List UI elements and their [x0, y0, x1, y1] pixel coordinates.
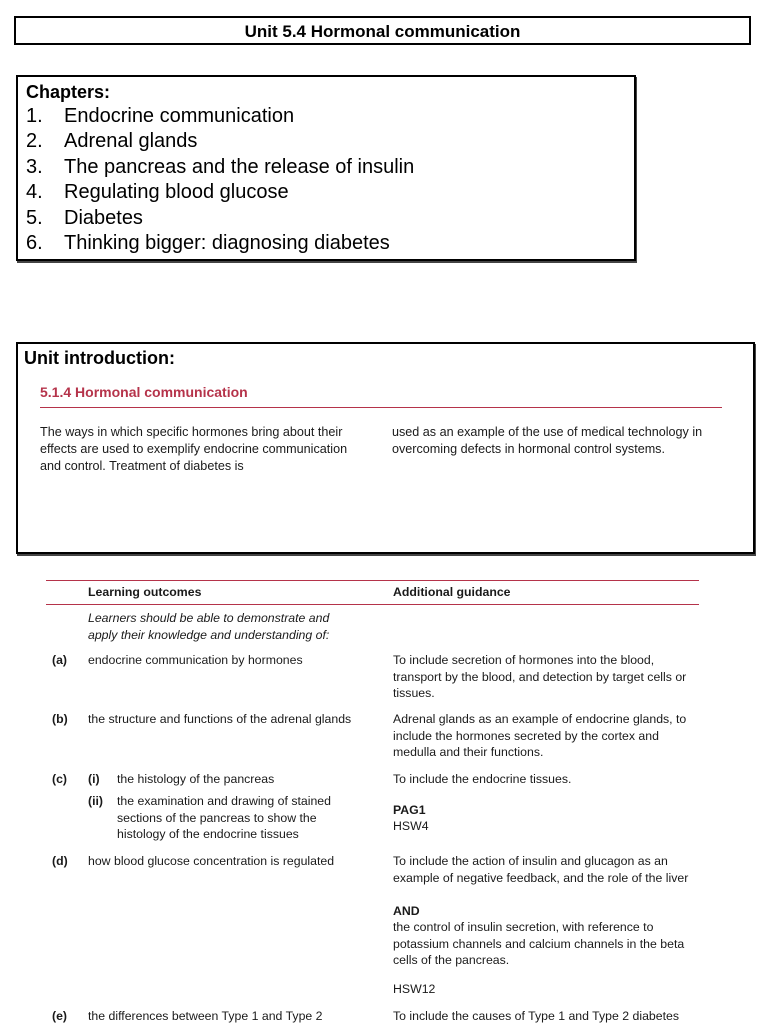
guidance-e: To include the causes of Type 1 and Type 2 diabetes [393, 1009, 679, 1023]
row-label-b: (b) [52, 712, 68, 726]
row-label-d: (d) [52, 854, 68, 868]
hsw-code-d: HSW12 [393, 982, 436, 996]
column-header-outcomes: Learning outcomes [88, 585, 202, 599]
chapter-item [26, 206, 626, 231]
sub-label-c-ii: (ii) [88, 794, 104, 808]
outcome-c-i: the histology of the pancreas [117, 772, 275, 786]
intro-text-column-1: The ways in which specific hormones bring about their effects are used to exemplify endocrine communication and control. Treatment of diabetes is [40, 425, 348, 473]
hsw-code-c: HSW4 [393, 819, 429, 833]
guidance-b: Adrenal glands as an example of endocrine glands, to include the hormones secreted by the cortex and medulla and their functions. [393, 712, 687, 760]
outcome-d: how blood glucose concentration is regulated [88, 854, 335, 868]
row-label-e: (e) [52, 1009, 68, 1023]
guidance-d-and: AND [393, 904, 420, 918]
chapter-label: Adrenal glands [64, 130, 198, 153]
intro-text-column-2: used as an example of the use of medical technology in overcoming defects in hormonal control systems. [392, 425, 703, 456]
guidance-d-part2: the control of insulin secretion, with reference to potassium channels and calcium channels in the beta cells of the pancreas. [393, 920, 685, 968]
table-top-rule [46, 580, 699, 581]
chapter-label: Endocrine communication [64, 105, 295, 127]
chapters-box [16, 75, 636, 261]
guidance-a: To include secretion of hormones into the blood, transport by the blood, and detection by target cells or tissues. [393, 653, 687, 701]
outcomes-intro-line: Learners should be able to demonstrate and apply their knowledge and understanding of: [88, 611, 330, 642]
chapter-item [26, 155, 626, 180]
chapter-number: 1. [26, 105, 43, 127]
chapter-item [26, 231, 626, 256]
chapter-number: 5. [26, 206, 43, 229]
chapter-label: Regulating blood glucose [64, 181, 289, 204]
chapter-item [26, 129, 626, 154]
chapter-number: 2. [26, 130, 43, 153]
outcome-e: the differences between Type 1 and Type 2 [88, 1009, 323, 1023]
chapter-number: 3. [26, 155, 43, 178]
row-label-a: (a) [52, 653, 68, 667]
pag-code: PAG1 [393, 803, 426, 817]
chapter-label: The pancreas and the release of insulin [64, 155, 415, 178]
table-header-rule [46, 604, 699, 605]
guidance-d-part1: To include the action of insulin and glucagon as an example of negative feedback, and the role of the liver [393, 854, 689, 885]
guidance-c-i: To include the endocrine tissues. [393, 772, 572, 786]
spec-divider [40, 407, 722, 408]
chapter-label: Thinking bigger: diagnosing diabetes [64, 232, 390, 255]
chapters-heading: Chapters: [26, 82, 111, 102]
intro-heading: Unit introduction: [24, 348, 175, 368]
page-title: Unit 5.4 Hormonal communication [14, 16, 751, 45]
outcome-a: endocrine communication by hormones [88, 653, 303, 667]
outcome-c-ii: the examination and drawing of stained sections of the pancreas to show the histology of the endocrine tissues [117, 794, 331, 842]
outcome-b: the structure and functions of the adrenal glands [88, 712, 352, 726]
column-header-guidance: Additional guidance [393, 585, 511, 599]
chapter-item [26, 104, 626, 129]
chapter-number: 6. [26, 232, 43, 255]
chapter-item [26, 180, 626, 205]
chapter-label: Diabetes [64, 206, 143, 229]
row-label-c: (c) [52, 772, 68, 786]
unit-introduction-box [16, 342, 755, 554]
chapter-number: 4. [26, 181, 43, 204]
spec-section-title: 5.1.4 Hormonal communication [40, 384, 248, 400]
sub-label-c-i: (i) [88, 772, 100, 786]
